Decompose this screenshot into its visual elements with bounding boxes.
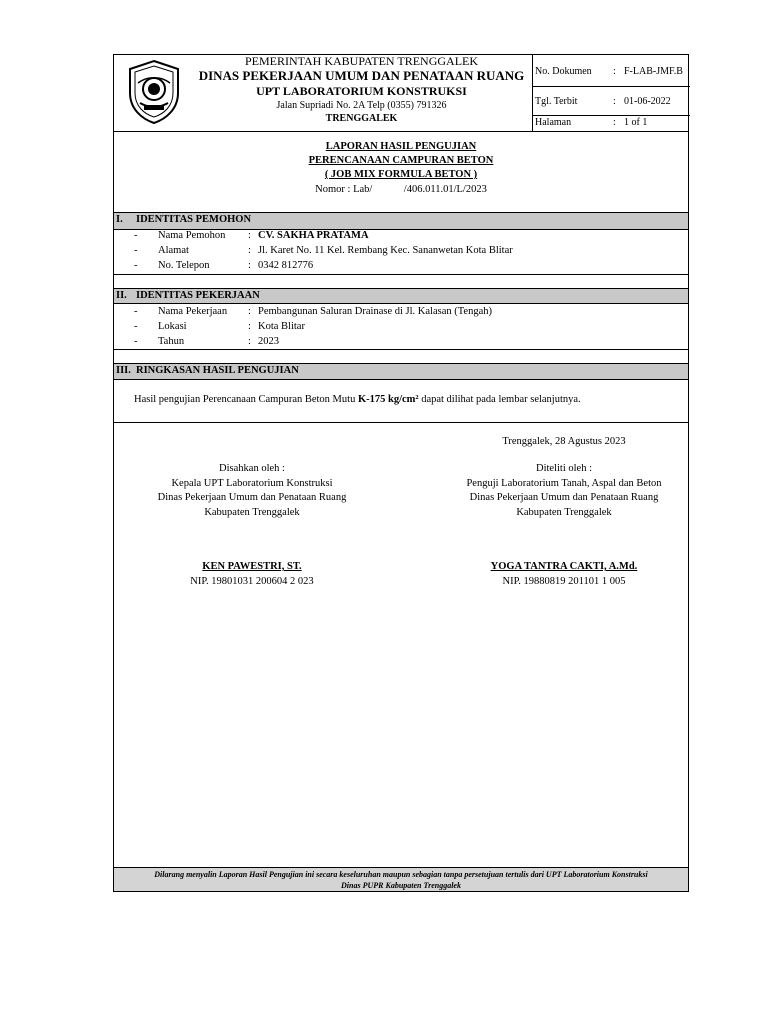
disclaimer-line-2: Dinas PUPR Kabupaten Trenggalek	[341, 881, 461, 890]
summary-text: Hasil pengujian Perencanaan Campuran Beton Mutu K-175 kg/cm² dapat dilihat pada lembar selanjutnya.	[134, 394, 581, 405]
header-address: Jalan Supriadi No. 2A Telp (0355) 791326	[276, 100, 447, 111]
header-city: TRENGGALEK	[325, 113, 398, 124]
examined-by-caption: Diteliti oleh :	[536, 463, 592, 474]
doc-info-number: No. Dokumen : F-LAB-JMF.B	[535, 66, 683, 77]
header-gov-line: PEMERINTAH KABUPATEN TRENGGALEK	[244, 54, 479, 68]
examiner-nip: NIP. 19880819 201101 1 005	[502, 575, 626, 587]
header-upt-line: UPT LABORATORIUM KONSTRUKSI	[256, 84, 467, 98]
section-ringkasan-hasil: III. RINGKASAN HASIL PENGUJIAN	[114, 363, 688, 380]
place-date: Trenggalek, 28 Agustus 2023	[502, 436, 626, 447]
report-title: LAPORAN HASIL PENGUJIAN	[325, 141, 477, 152]
regency-crest-icon	[124, 59, 184, 125]
document-frame: PEMERINTAH KABUPATEN TRENGGALEK DINAS PEKERJAAN UMUM DAN PENATAAN RUANG UPT LABORATORIUM KONSTRUKSI Jalan Supriadi No. 2A Telp (0355) 791326 TRENGGALEK No. Dokumen : F-LAB-JMF.B Tgl. Terbit : 01-06-2022 Halaman : 1 of 1 LAPORAN HASIL PENGUJIAN PERENCANAAN CAMPURAN BETON ( JOB MIX FORMULA BETON ) Nomor : Lab/ /406.011.01/L/2023 I. IDENTITAS PEMOHON - Nama Pemohon : CV. SAKHA PRATAMA - Alamat : Jl. Karet No. 11 Kel. Rembang Kec. Sananwetan Kota Blitar - No. Telepon : 0342 812776 II. IDENTITAS PEKERJAAN - Nama Pekerjaan : Pembangunan Saluran Drainase di Jl. Kalasan (Tengah) - Lokasi : Kota Blitar - Tahun : 2023 III. RINGKASAN HASIL PENGUJIAN Hasil pengujian Perencanaan Campuran Beton Mutu K-175 kg/cm² dapat dilihat pada lembar selanjutnya. Trenggalek, 28 Agustus 2023 Disahkan oleh : Kepala UPT Laboratorium Konstruksi Dinas Pekerjaan Umum dan Penataan Ruang Kabupaten Trenggalek KEN PAWESTRI, ST. NIP. 19801031 200604 2 023 Diteliti oleh : Penguji Laboratorium Tanah, Aspal dan Beton Dinas Pekerjaan Umum dan Penataan Ruang Kabupaten Trenggalek YOGA TANTRA CAKTI, A.Md. NIP. 19880819 201101 1 005 Dilarang menyalin Laporan Hasil Pengujian ini secara keseluruhan maupun sebagian tanpa persetujuan tertulis dari UPT Laboratorium Konstruksi Dinas PUPR Kabupaten Trenggalek	[113, 54, 689, 892]
logo	[124, 59, 184, 125]
copy-disclaimer	[114, 867, 688, 891]
section-identitas-pekerjaan: II. IDENTITAS PEKERJAAN	[114, 288, 688, 304]
examiner-role: Penguji Laboratorium Tanah, Aspal dan Beton	[466, 477, 662, 489]
approver-name: KEN PAWESTRI, ST.	[202, 561, 302, 572]
approver-regency: Kabupaten Trenggalek	[204, 506, 300, 518]
approver-dept: Dinas Pekerjaan Umum dan Penataan Ruang	[157, 492, 347, 503]
approver-role: Kepala UPT Laboratorium Konstruksi	[171, 477, 333, 489]
report-number: Nomor : Lab/ /406.011.01/L/2023	[315, 184, 487, 195]
section-identitas-pemohon: I. IDENTITAS PEMOHON	[114, 212, 688, 230]
disclaimer-line-1: Dilarang menyalin Laporan Hasil Pengujian ini secara keseluruhan maupun sebagian tanpa persetujuan tertulis dari UPT Laboratorium Konstruksi	[154, 870, 648, 879]
doc-info-date: Tgl. Terbit : 01-06-2022	[535, 96, 671, 107]
approver-nip: NIP. 19801031 200604 2 023	[190, 575, 314, 587]
header-dept-line: DINAS PEKERJAAN UMUM DAN PENATAAN RUANG	[198, 68, 525, 83]
report-subtitle-2: ( JOB MIX FORMULA BETON )	[324, 169, 478, 180]
doc-info-page: Halaman : 1 of 1	[535, 117, 648, 128]
signature-right	[426, 462, 702, 589]
examiner-name: YOGA TANTRA CAKTI, A.Md.	[490, 561, 638, 572]
approved-by-caption: Disahkan oleh :	[219, 463, 285, 474]
examiner-dept: Dinas Pekerjaan Umum dan Penataan Ruang	[469, 492, 659, 503]
examiner-regency: Kabupaten Trenggalek	[516, 506, 612, 518]
report-subtitle: PERENCANAAN CAMPURAN BETON	[308, 155, 494, 166]
signature-left	[114, 462, 390, 589]
